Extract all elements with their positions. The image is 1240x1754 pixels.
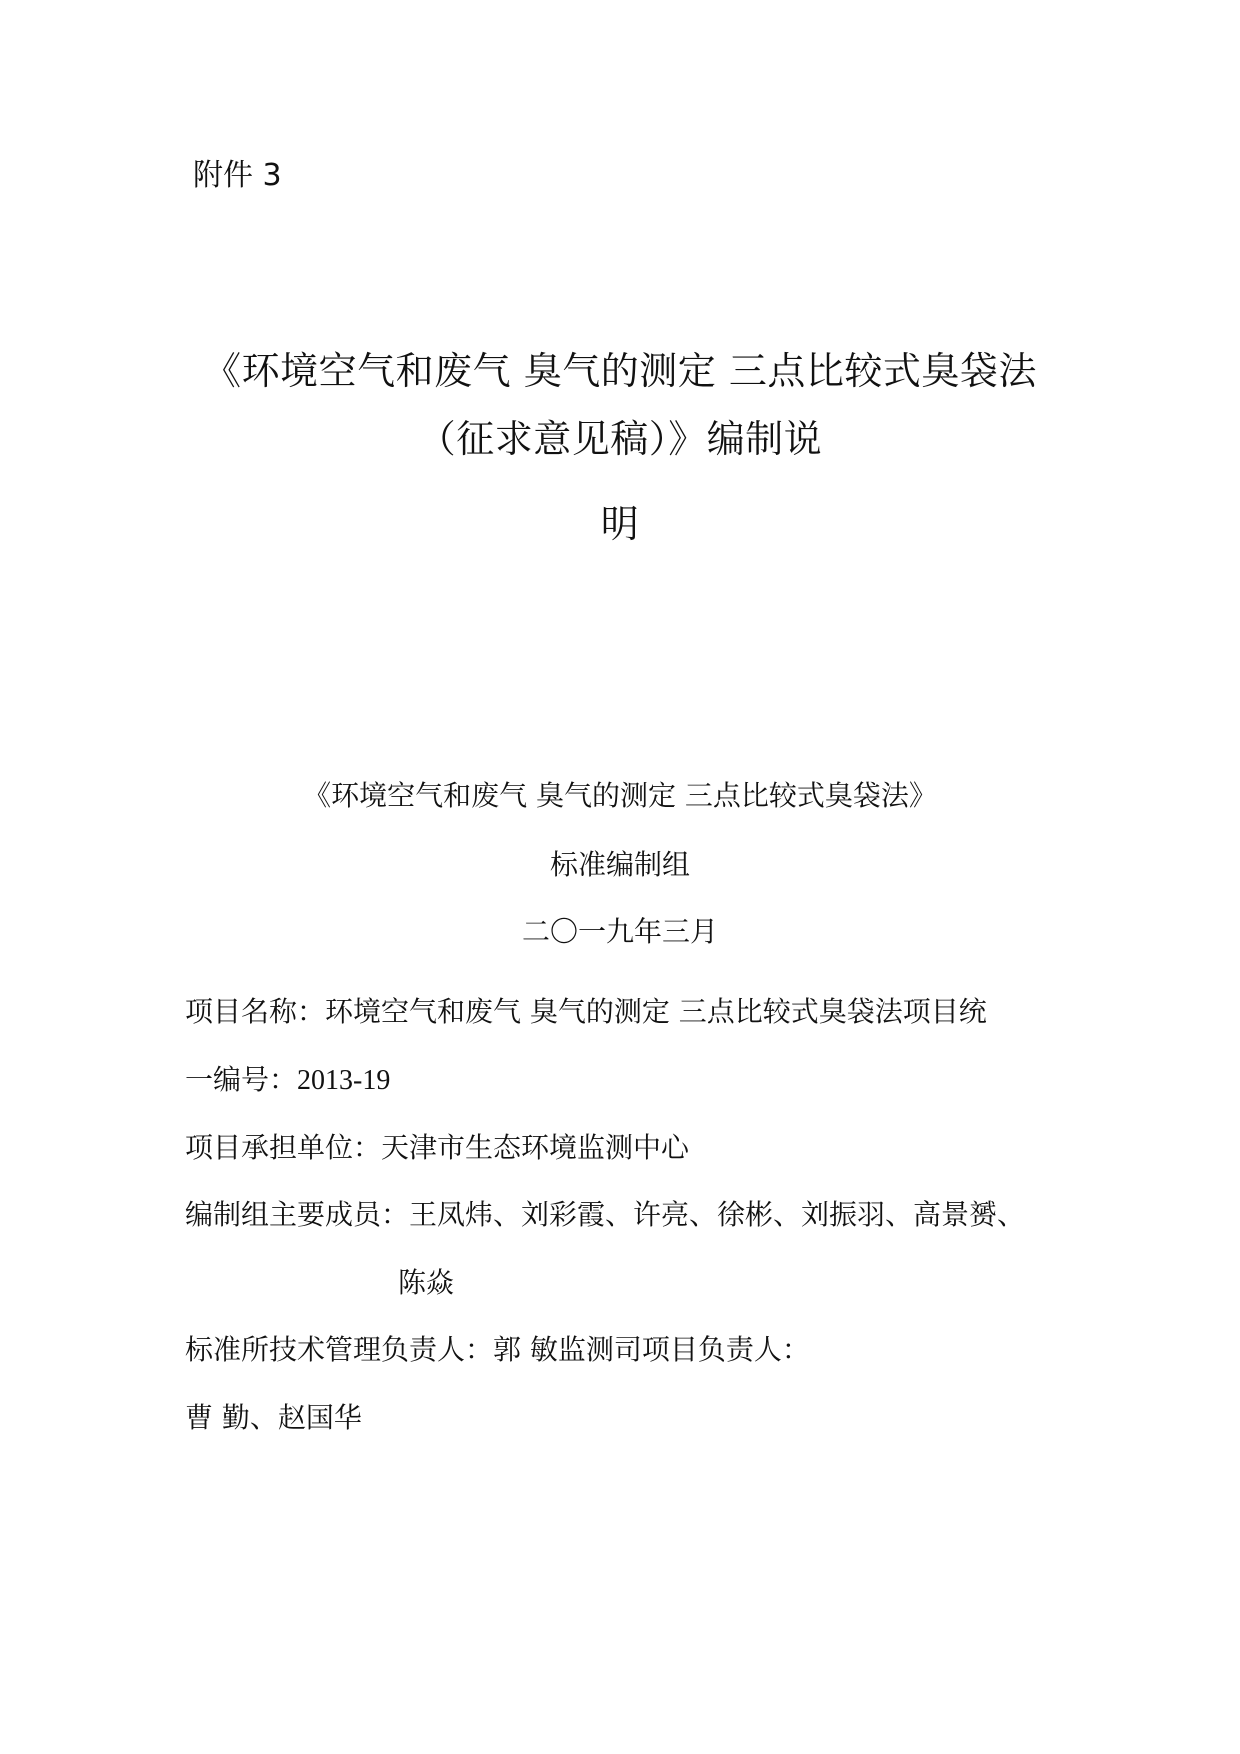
standard-name: 《环境空气和废气 臭气的测定 三点比较式臭袋法》 — [303, 779, 937, 812]
project-number-prefix: 一编号： — [185, 1063, 298, 1096]
document-title-line-3: 明 — [600, 502, 640, 546]
managers-continuation: 曹 勤、赵国华 — [185, 1401, 362, 1434]
project-name-line: 项目名称：环境空气和废气 臭气的测定 三点比较式臭袋法项目统 — [185, 995, 987, 1028]
members-continuation: 陈焱 — [398, 1266, 455, 1299]
attachment-label: 附件 3 — [193, 158, 282, 193]
members-line: 编制组主要成员：王凤炜、刘彩霞、许亮、徐彬、刘振羽、高景赟、 — [185, 1198, 1026, 1231]
document-title-line-2: （征求意见稿）》编制说 — [417, 417, 823, 461]
document-title-line-1: 《环境空气和废气 臭气的测定 三点比较式臭袋法 — [203, 349, 1037, 393]
group-name: 标准编制组 — [549, 848, 690, 881]
project-number-value: 2013-19 — [297, 1065, 391, 1096]
document-date: 二〇一九年三月 — [521, 915, 718, 948]
project-unit-line: 项目承担单位：天津市生态环境监测中心 — [185, 1131, 690, 1164]
project-number-line — [185, 1063, 391, 1096]
managers-line: 标准所技术管理负责人：郭 敏监测司项目负责人： — [185, 1333, 810, 1366]
